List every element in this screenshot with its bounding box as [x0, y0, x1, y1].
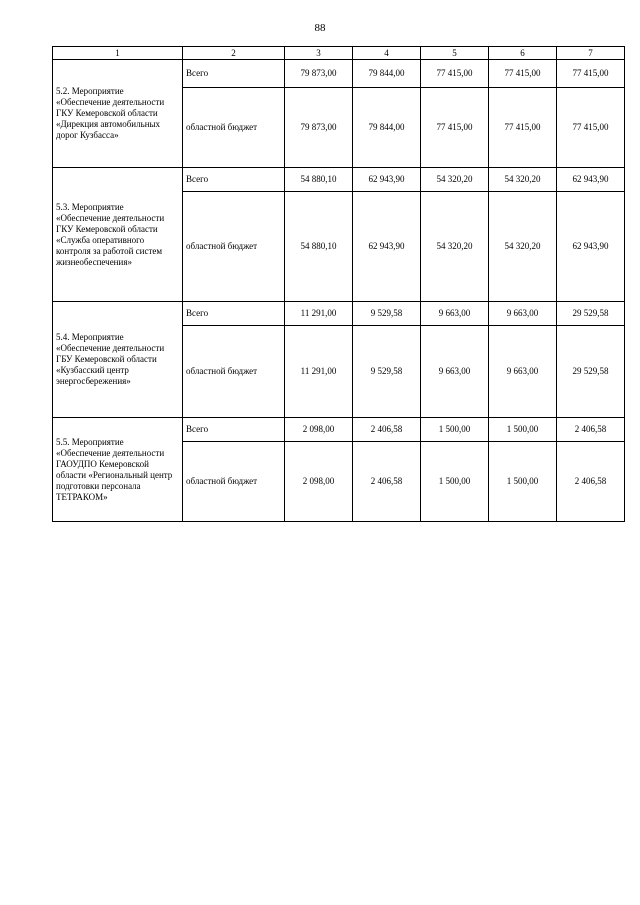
value-cell: 62 943,90	[353, 168, 421, 192]
value-cell: 2 406,58	[557, 418, 625, 442]
value-cell: 9 529,58	[353, 326, 421, 418]
value-cell: 77 415,00	[421, 88, 489, 168]
value-cell: 2 406,58	[353, 442, 421, 522]
value-cell: 77 415,00	[489, 88, 557, 168]
value-cell: 54 880,10	[285, 192, 353, 302]
header-col-1: 1	[53, 47, 183, 60]
value-cell: 29 529,58	[557, 302, 625, 326]
funding-source: Всего	[183, 302, 285, 326]
value-cell: 77 415,00	[489, 60, 557, 88]
value-cell: 29 529,58	[557, 326, 625, 418]
page-number: 88	[314, 22, 326, 34]
value-cell: 54 320,20	[489, 168, 557, 192]
value-cell: 9 663,00	[489, 326, 557, 418]
value-cell: 1 500,00	[421, 442, 489, 522]
funding-source: Всего	[183, 418, 285, 442]
header-col-5: 5	[421, 47, 489, 60]
value-cell: 79 873,00	[285, 60, 353, 88]
event-title-5-5: 5.5. Мероприятие «Обеспечение деятельности ГАОУДПО Кемеровской области «Региональный центр подготовки персонала ТЕТРАКОМ»	[53, 418, 183, 522]
value-cell: 11 291,00	[285, 302, 353, 326]
value-cell: 1 500,00	[489, 418, 557, 442]
table-row	[53, 60, 625, 88]
header-col-6: 6	[489, 47, 557, 60]
header-row	[53, 47, 625, 60]
value-cell: 11 291,00	[285, 326, 353, 418]
header-col-7: 7	[557, 47, 625, 60]
funding-source: Всего	[183, 60, 285, 88]
table-row	[53, 302, 625, 326]
value-cell: 62 943,90	[557, 168, 625, 192]
value-cell: 2 098,00	[285, 418, 353, 442]
value-cell: 79 873,00	[285, 88, 353, 168]
funding-source: областной бюджет	[183, 442, 285, 522]
event-title-5-2: 5.2. Мероприятие «Обеспечение деятельности ГКУ Кемеровской области «Дирекция автомобильных дорог Кузбасса»	[53, 60, 183, 168]
event-title-5-3: 5.3. Мероприятие «Обеспечение деятельности ГКУ Кемеровской области «Служба оперативного контроля за работой систем жизнеобеспечения»	[53, 168, 183, 302]
value-cell: 77 415,00	[557, 60, 625, 88]
funding-source: областной бюджет	[183, 192, 285, 302]
event-title-5-4: 5.4. Мероприятие «Обеспечение деятельности ГБУ Кемеровской области «Кузбасский центр энергосбережения»	[53, 302, 183, 418]
value-cell: 62 943,90	[557, 192, 625, 302]
value-cell: 2 406,58	[353, 418, 421, 442]
value-cell: 9 663,00	[421, 302, 489, 326]
table-row	[53, 168, 625, 192]
budget-table	[52, 46, 625, 522]
table-row	[53, 418, 625, 442]
header-col-3: 3	[285, 47, 353, 60]
value-cell: 1 500,00	[421, 418, 489, 442]
funding-source: Всего	[183, 168, 285, 192]
value-cell: 77 415,00	[421, 60, 489, 88]
header-col-4: 4	[353, 47, 421, 60]
value-cell: 54 320,20	[421, 192, 489, 302]
header-col-2: 2	[183, 47, 285, 60]
value-cell: 79 844,00	[353, 60, 421, 88]
value-cell: 2 098,00	[285, 442, 353, 522]
value-cell: 62 943,90	[353, 192, 421, 302]
value-cell: 9 663,00	[421, 326, 489, 418]
funding-source: областной бюджет	[183, 88, 285, 168]
value-cell: 77 415,00	[557, 88, 625, 168]
value-cell: 9 663,00	[489, 302, 557, 326]
value-cell: 1 500,00	[489, 442, 557, 522]
value-cell: 9 529,58	[353, 302, 421, 326]
value-cell: 54 320,20	[489, 192, 557, 302]
funding-source: областной бюджет	[183, 326, 285, 418]
value-cell: 2 406,58	[557, 442, 625, 522]
value-cell: 54 320,20	[421, 168, 489, 192]
value-cell: 54 880,10	[285, 168, 353, 192]
value-cell: 79 844,00	[353, 88, 421, 168]
